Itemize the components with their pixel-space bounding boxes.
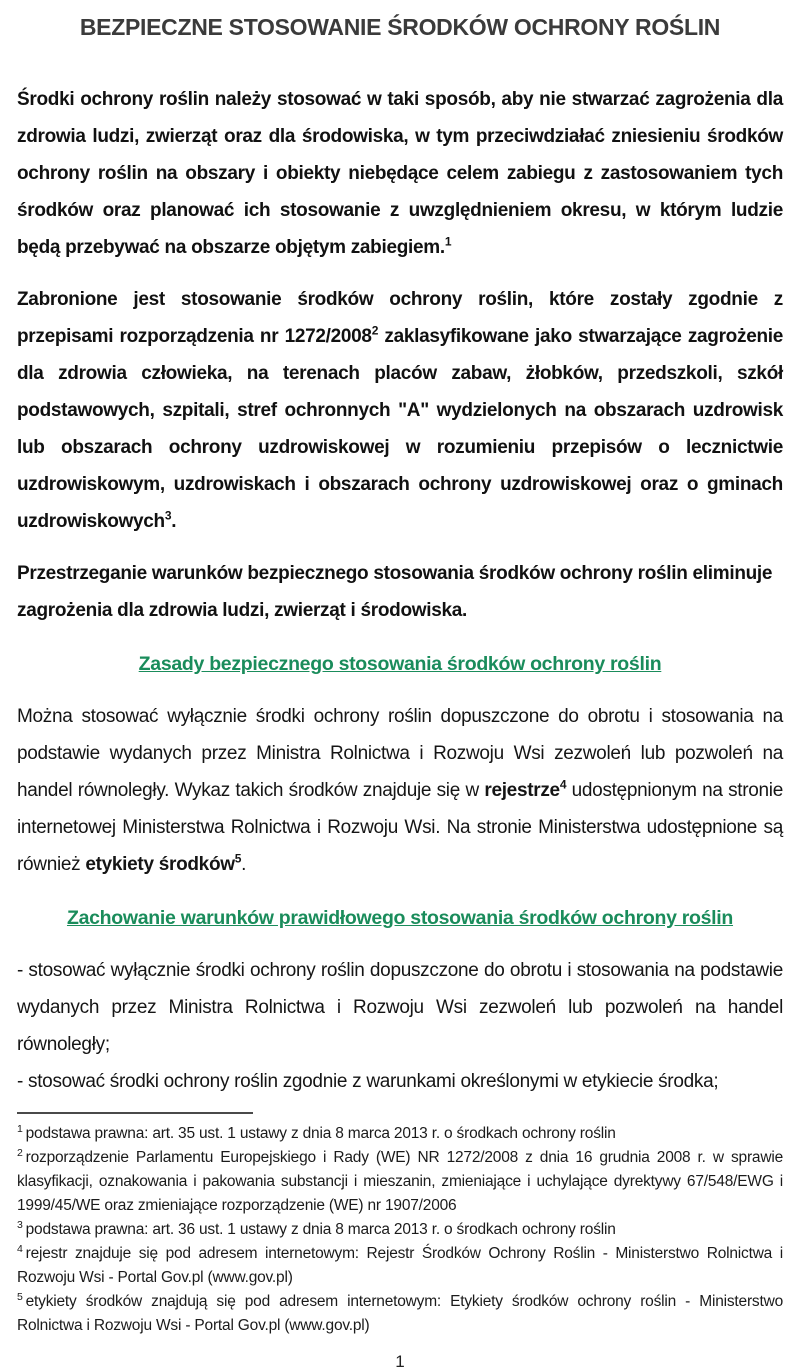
labels-term: etykiety środków (85, 854, 235, 875)
footnote-number: 5 (17, 1290, 23, 1303)
bullet-line-authorised-products: - stosować wyłącznie środki ochrony roślin dopuszczone do obrotu i stosowania na podstawie wydanych przez Ministra Rolnictwa i Rozwoju Wsi zezwoleń lub pozwoleń na handel równoległy; (17, 960, 783, 1055)
paragraph-safe-use (17, 81, 783, 266)
footnote-item (17, 1290, 783, 1338)
footnote-item (17, 1242, 783, 1290)
footnote-ref-4: 4 (559, 777, 567, 792)
footnote-ref-1: 1 (444, 234, 452, 249)
footnote-separator (17, 1112, 253, 1114)
paragraph-text: Można stosować wyłącznie środki ochrony roślin dopuszczone do obrotu i stosowania na podstawie wydanych przez Ministra Rolnictwa i Rozwoju Wsi zezwoleń lub pozwoleń na handel równoległy. Wykaz takich środków znajduje się w (17, 706, 783, 801)
paragraph-text: Środki ochrony roślin należy stosować w taki sposób, aby nie stwarzać zagrożenia dla zdrowia ludzi, zwierząt oraz dla środowiska, w tym przeciwdziałać zniesieniu środków ochrony roślin na obszary i obiekty niebędące celem zabiegu z zastosowaniem tych środków oraz planować ich stosowanie z uwzględnieniem okresu, w którym ludzie będą przebywać na obszarze objętym zabiegiem. (17, 89, 783, 258)
paragraph-prohibition (17, 281, 783, 540)
footnote-text: podstawa prawna: art. 35 ust. 1 ustawy z dnia 8 marca 2013 r. o środkach ochrony roślin (25, 1125, 616, 1142)
paragraph-text: zaklasyfikowane jako stwarzające zagrożenie dla zdrowia człowieka, na terenach placów zabaw, żłobków, przedszkoli, szkół podstawowych, szpitali, stref ochronnych "A" wydzielonych na obszarach uzdrowisk lub obszarach ochrony uzdrowiskowej w rozumieniu przepisów o lecznictwie uzdrowiskowym, uzdrowiskach i obszarach ochrony uzdrowiskowej oraz o gminach uzdrowiskowych (17, 326, 784, 532)
footnote-item (17, 1218, 783, 1242)
footnote-number: 2 (17, 1146, 23, 1159)
footnote-number: 3 (17, 1218, 23, 1231)
paragraph-text: udostępnionym na stronie internetowej Ministerstwa Rolnictwa i Rozwoju Wsi. Na stronie Ministerstwa udostępnione są również (17, 780, 783, 875)
footnote-text: podstawa prawna: art. 36 ust. 1 ustawy z dnia 8 marca 2013 r. o środkach ochrony roślin (25, 1221, 616, 1238)
footnote-text: etykiety środków znajdują się pod adresem internetowym: Etykiety środków ochrony roślin - Ministerstwo Rolnictwa i Rozwoju Wsi - Portal Gov.pl (www.gov.pl) (17, 1293, 783, 1334)
section-heading-conditions: Zachowanie warunków prawidłowego stosowania środków ochrony roślin (66, 907, 734, 929)
page-number: 1 (395, 1352, 405, 1371)
footnote-text: rozporządzenie Parlamentu Europejskiego i Rady (WE) NR 1272/2008 z dnia 16 grudnia 2008 r. w sprawie klasyfikacji, oznakowania i pakowania substancji i mieszanin, zmieniające i uchylające dyrektywy 67/548/EWG i 1999/45/WE oraz zmieniające rozporządzenie (WE) nr 1907/2006 (17, 1149, 783, 1214)
footnote-ref-3: 3 (164, 508, 172, 523)
section-heading-rules: Zasady bezpiecznego stosowania środków ochrony roślin (138, 653, 662, 675)
footnote-text: rejestr znajduje się pod adresem internetowym: Rejestr Środków Ochrony Roślin - Ministerstwo Rolnictwa i Rozwoju Wsi - Portal Gov.pl (www.gov.pl) (17, 1245, 783, 1286)
footnote-number: 1 (17, 1122, 23, 1135)
paragraph-text: . (241, 854, 247, 875)
footnote-ref-2: 2 (371, 323, 379, 338)
paragraph-register (17, 698, 783, 883)
footnote-item (17, 1122, 783, 1146)
document-title: BEZPIECZNE STOSOWANIE ŚRODKÓW OCHRONY ROŚLIN (79, 14, 721, 40)
footnote-item (17, 1146, 783, 1218)
footnote-ref-5: 5 (234, 851, 242, 866)
register-term: rejestrze (484, 780, 560, 801)
footnote-number: 4 (17, 1242, 23, 1255)
footnotes-section (17, 1122, 783, 1338)
paragraph-text: Zabronione jest stosowanie środków ochrony roślin, które zostały zgodnie z przepisami rozporządzenia nr 1272/2008 (17, 289, 783, 347)
paragraph-compliance: Przestrzeganie warunków bezpiecznego stosowania środków ochrony roślin eliminuje zagrożenia dla zdrowia ludzi, zwierząt i środowiska. (17, 563, 773, 621)
bullet-line-label-conditions: - stosować środki ochrony roślin zgodnie z warunkami określonymi w etykiecie środka; (17, 1071, 719, 1092)
paragraph-text: . (171, 511, 177, 532)
